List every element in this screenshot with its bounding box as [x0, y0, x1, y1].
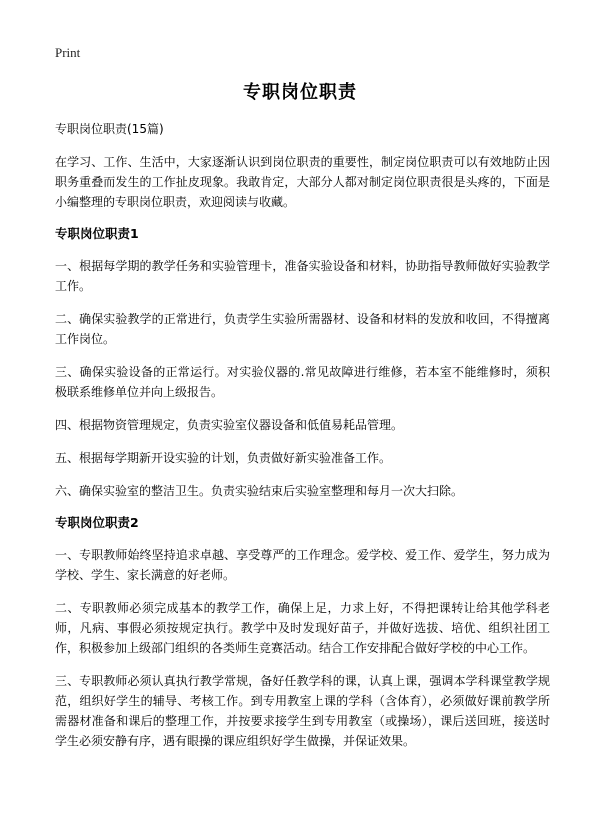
page-title: 专职岗位职责	[243, 82, 357, 103]
section-heading-1: 专职岗位职责1	[55, 226, 139, 241]
paragraph: 一、根据每学期的教学任务和实验管理卡，准备实验设备和材料，协助指导教师做好实验教学工作。	[55, 259, 550, 293]
intro-paragraph: 在学习、工作、生活中，大家逐渐认识到岗位职责的重要性，制定岗位职责可以有效地防止因职务重叠而发生的工作扯皮现象。我敢肯定，大部分人都对制定岗位职责很是头疼的，下面是小编整理的专职岗位职责，欢迎阅读与收藏。	[55, 155, 550, 209]
paragraph: 二、专职教师必须完成基本的教学工作，确保上足，力求上好，不得把课转让给其他学科老师，凡病、事假必须按规定执行。教学中及时发现好苗子，并做好选拔、培优、组织社团工作，积极参加上级部门组织的各类师生竞赛活动。结合工作安排配合做好学校的中心工作。	[55, 601, 550, 655]
document-subtitle: 专职岗位职责(15篇)	[55, 122, 164, 136]
paragraph: 二、确保实验教学的正常进行，负责学生实验所需器材、设备和材料的发放和收回，不得擅离工作岗位。	[55, 312, 550, 346]
paragraph: 六、确保实验室的整洁卫生。负责实验结束后实验室整理和每月一次大扫除。	[55, 484, 464, 498]
section-heading-2: 专职岗位职责2	[55, 515, 139, 530]
paragraph: 一、专职教师始终坚持追求卓越、享受尊严的工作理念。爱学校、爱工作、爱学生，努力成为学校、学生、家长满意的好老师。	[55, 548, 550, 582]
paragraph: 四、根据物资管理规定，负责实验室仪器设备和低值易耗品管理。	[55, 418, 404, 432]
paragraph: 三、确保实验设备的正常运行。对实验仪器的.常见故障进行维修，若本室不能维修时，须积极联系维修单位并向上级报告。	[55, 365, 550, 399]
document-body	[55, 120, 550, 764]
paragraph: 三、专职教师必须认真执行教学常规，备好任教学科的课，认真上课，强调本学科课堂教学规范，组织好学生的辅导、考核工作。到专用教室上课的学科（含体育），必须做好课前教学所需器材准备和课后的整理工作，并按要求接学生到专用教室（或操场），课后送回班，接送时学生必须安静有序，遇有眼操的课应组织好学生做操，并保证效果。	[55, 674, 550, 748]
paragraph: 五、根据每学期新开设实验的计划，负责做好新实验准备工作。	[55, 451, 392, 465]
print-label[interactable]: Print	[55, 45, 81, 60]
